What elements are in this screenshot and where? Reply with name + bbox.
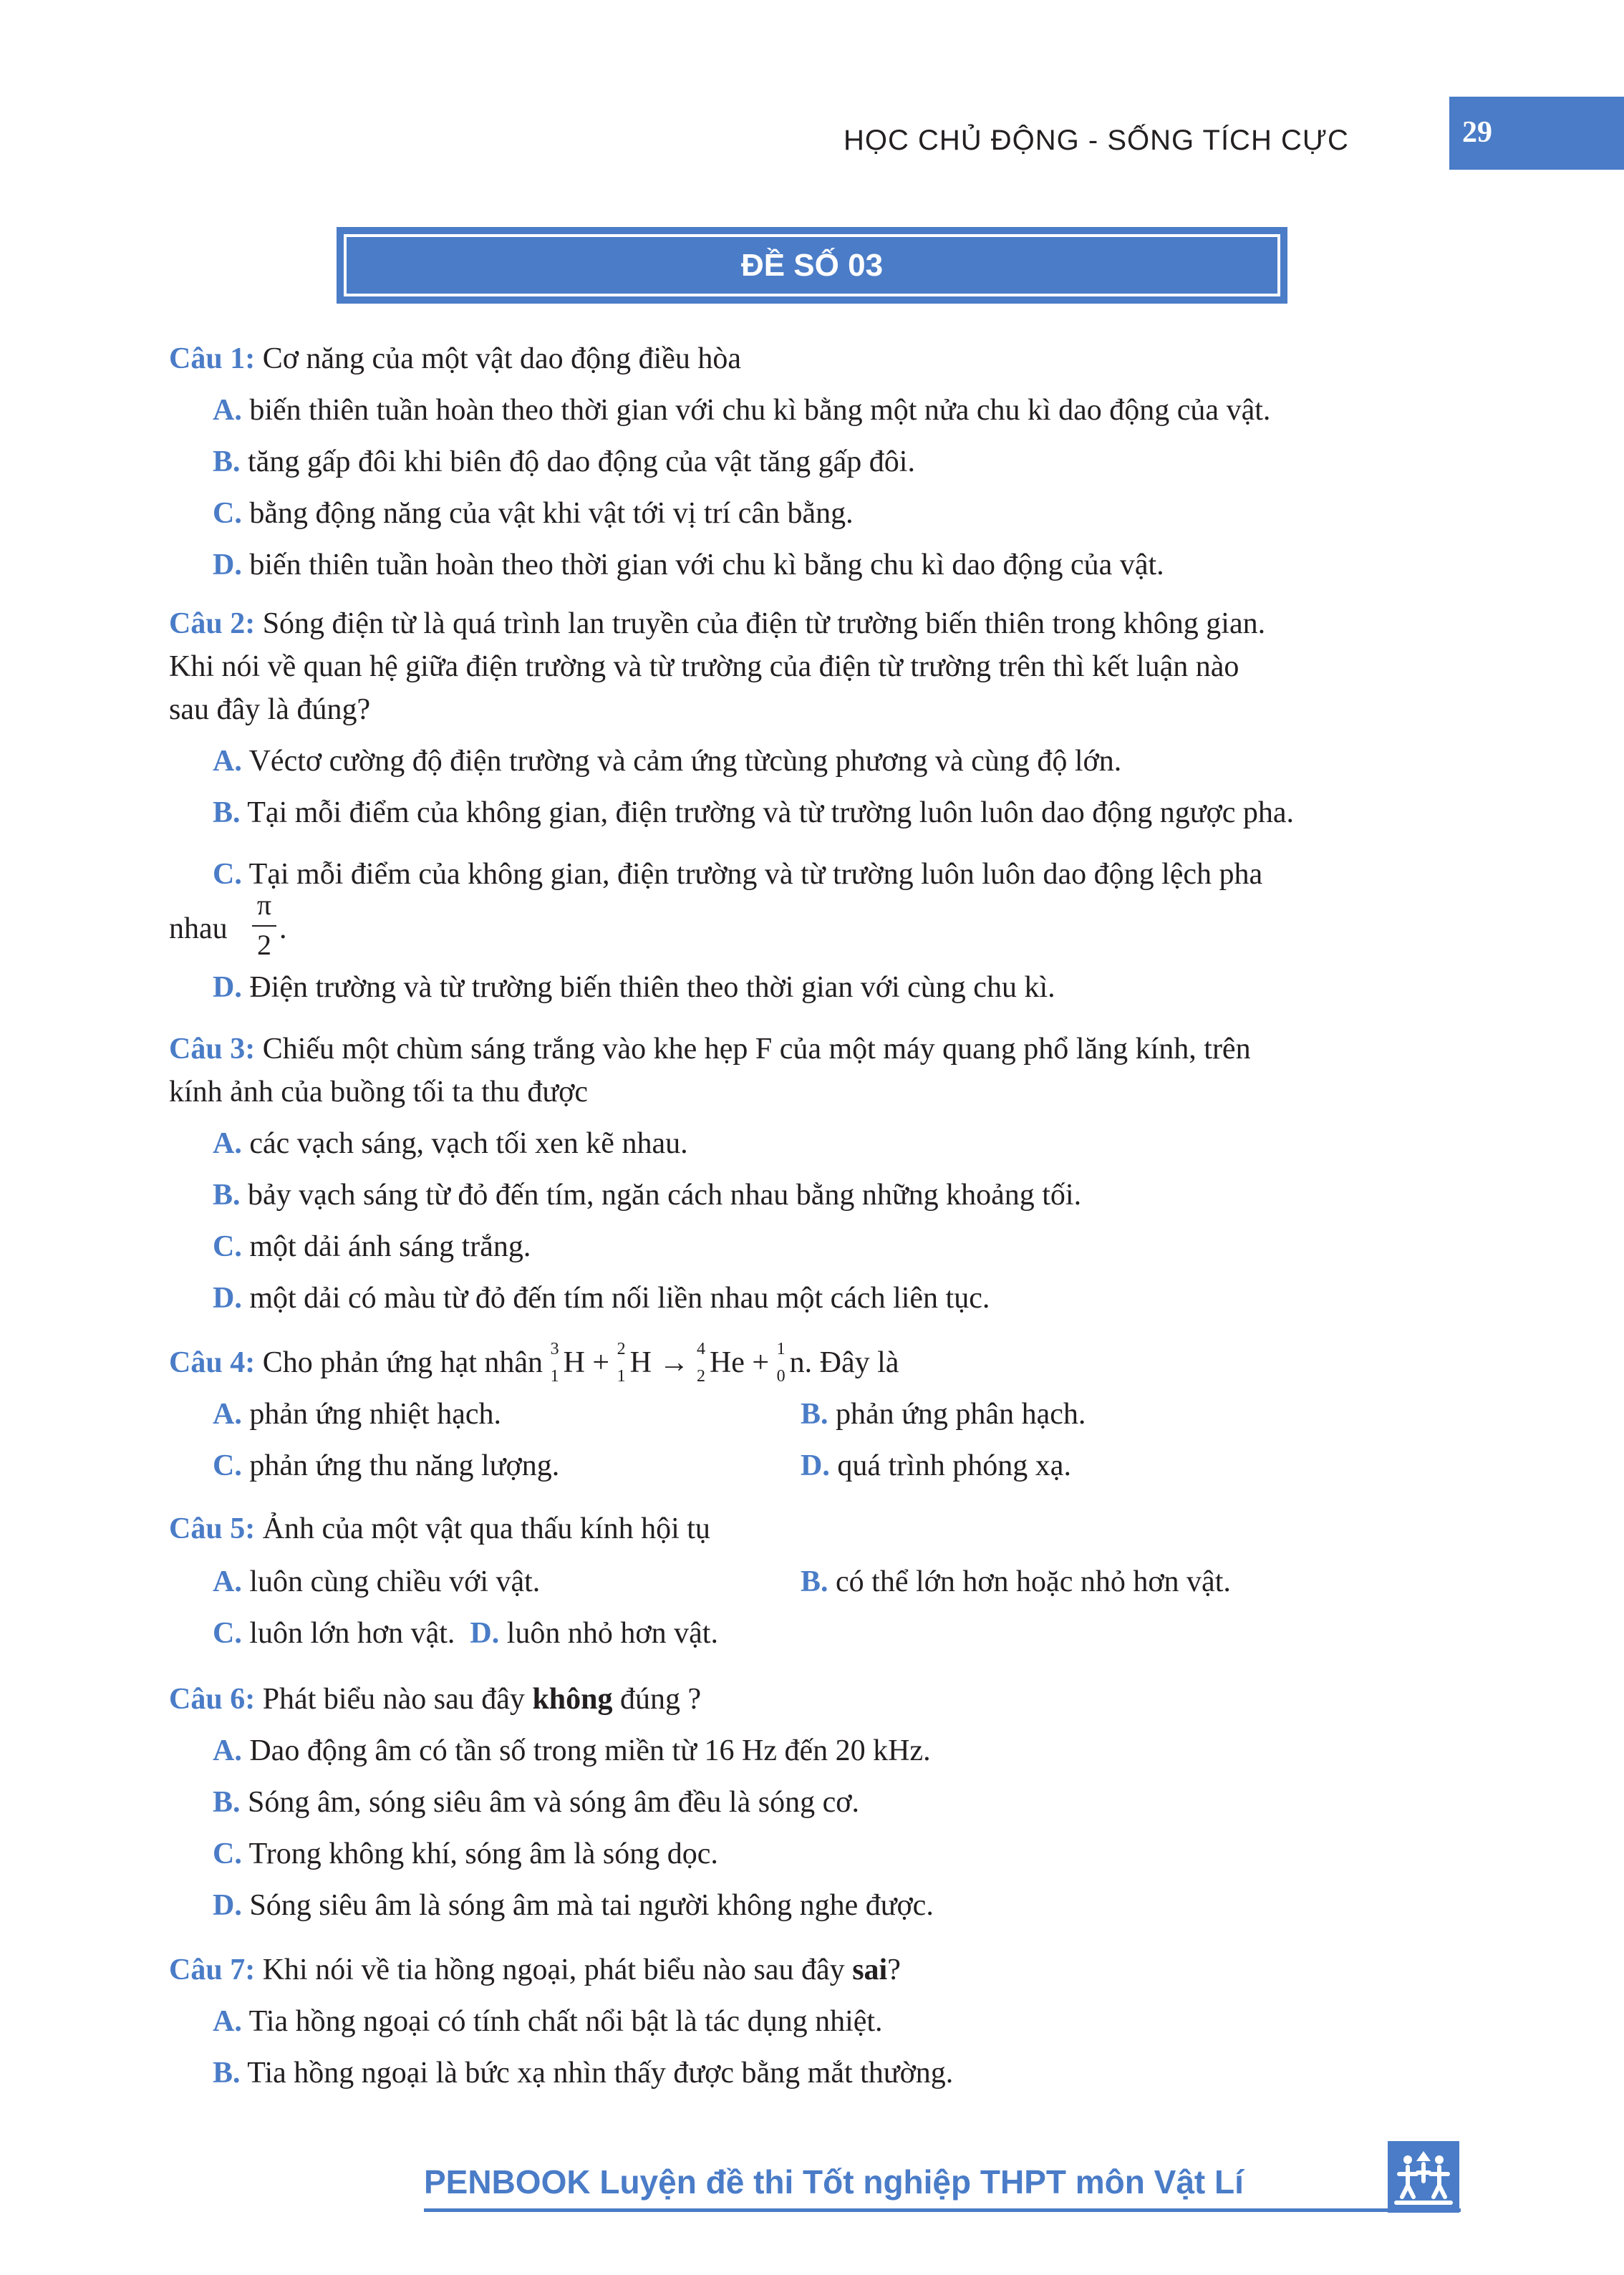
q6-option-a: A. Dao động âm có tần số trong miền từ 16 Hz đến 20 kHz. — [213, 1734, 931, 1767]
q4-option-c: C. phản ứng thu năng lượng. — [213, 1449, 560, 1482]
question-6: Câu 6: Phát biểu nào sau đây không đúng ? — [169, 1683, 702, 1716]
question-5: Câu 5: Ảnh của một vật qua thấu kính hội tụ — [169, 1512, 710, 1545]
question-2: Câu 2: Sóng điện từ là quá trình lan truyền của điện từ trường biến thiên trong không gian. — [169, 607, 1266, 640]
people-logo-icon — [1388, 2141, 1459, 2213]
q5-option-a: A. luôn cùng chiều với vật. — [213, 1565, 541, 1598]
q7-option-a: A. Tia hồng ngoại có tính chất nổi bật là tác dụng nhiệt. — [213, 2005, 883, 2038]
q3-option-a: A. các vạch sáng, vạch tối xen kẽ nhau. — [213, 1127, 688, 1160]
question-1: Câu 1: Cơ năng của một vật dao động điều hòa — [169, 342, 742, 375]
footer-book-title: PENBOOK Luyện đề thi Tốt nghiệp THPT môn Vật Lí — [424, 2163, 1244, 2201]
running-header: HỌC CHỦ ĐỘNG - SỐNG TÍCH CỰC — [844, 125, 1349, 156]
q1-option-c: C. bằng động năng của vật khi vật tới vị trí cân bằng. — [213, 497, 854, 530]
question-3: Câu 3: Chiếu một chùm sáng trắng vào khe hẹp F của một máy quang phổ lăng kính, trên — [169, 1033, 1251, 1066]
q2-option-d: D. Điện trường và từ trường biến thiên theo thời gian với cùng chu kì. — [213, 971, 1055, 1004]
q6-option-c: C. Trong không khí, sóng âm là sóng dọc. — [213, 1837, 718, 1870]
q5-option-b: B. có thể lớn hơn hoặc nhỏ hơn vật. — [801, 1565, 1231, 1598]
q2-option-c-end: . — [279, 912, 287, 945]
footer-rule — [424, 2208, 1461, 2212]
q2-option-c: C. Tại mỗi điểm của không gian, điện trường và từ trường luôn luôn dao động lệch pha — [213, 858, 1263, 891]
exam-title: ĐỀ SỐ 03 — [740, 247, 884, 283]
pi-over-2-fraction: π 2 — [252, 891, 276, 960]
q7-option-b: B. Tia hồng ngoại là bức xạ nhìn thấy được bằng mắt thường. — [213, 2057, 954, 2090]
question-4: Câu 4: Cho phản ứng hạt nhân 3 1 H + 2 1 H → 4 2 He + 1 0 n. Đây là — [169, 1340, 899, 1386]
q6-option-b: B. Sóng âm, sóng siêu âm và sóng âm đều là sóng cơ. — [213, 1786, 859, 1819]
q3-option-d: D. một dải có màu từ đỏ đến tím nối liền nhau một cách liên tục. — [213, 1282, 990, 1315]
question-7: Câu 7: Khi nói về tia hồng ngoại, phát biểu nào sau đây sai? — [169, 1953, 901, 1986]
q1-option-a: A. biến thiên tuần hoàn theo thời gian với chu kì bằng một nửa chu kì dao động của vật. — [213, 394, 1271, 427]
q6-option-d: D. Sóng siêu âm là sóng âm mà tai người không nghe được. — [213, 1889, 934, 1922]
question-2-line-2: Khi nói về quan hệ giữa điện trường và từ trường của điện từ trường trên thì kết luận nào — [169, 650, 1239, 683]
q4-option-d: D. quá trình phóng xạ. — [801, 1449, 1071, 1482]
q2-option-a: A. Véctơ cường độ điện trường và cảm ứng từcùng phương và cùng độ lớn. — [213, 745, 1122, 778]
q4-option-b: B. phản ứng phân hạch. — [801, 1398, 1086, 1431]
q5-option-c-d: C. luôn lớn hơn vật. D. luôn nhỏ hơn vật. — [213, 1617, 718, 1650]
page-number: 29 — [1462, 116, 1492, 149]
question-2-line-3: sau đây là đúng? — [169, 693, 371, 726]
question-3-line-2: kính ảnh của buồng tối ta thu được — [169, 1076, 589, 1108]
q3-option-b: B. bảy vạch sáng từ đỏ đến tím, ngăn cách nhau bằng những khoảng tối. — [213, 1179, 1082, 1212]
q3-option-c: C. một dải ánh sáng trắng. — [213, 1230, 531, 1263]
nuclide-helium: 4 2 He — [696, 1340, 745, 1386]
exam-title-box — [337, 227, 1287, 304]
q1-option-b: B. tăng gấp đôi khi biên độ dao động của vật tăng gấp đôi. — [213, 445, 915, 478]
q4-option-a: A. phản ứng nhiệt hạch. — [213, 1398, 502, 1431]
q1-option-d: D. biến thiên tuần hoàn theo thời gian với chu kì bằng chu kì dao động của vật. — [213, 549, 1164, 581]
nuclide-neutron: 1 0 n — [776, 1340, 805, 1386]
nuclide-tritium: 3 1 H — [550, 1340, 585, 1386]
nuclide-deuterium: 2 1 H — [617, 1340, 652, 1386]
q2-option-c-cont: nhau — [169, 912, 228, 945]
q2-option-b: B. Tại mỗi điểm của không gian, điện trường và từ trường luôn luôn dao động ngược pha. — [213, 796, 1295, 829]
page-number-badge — [1449, 97, 1624, 170]
